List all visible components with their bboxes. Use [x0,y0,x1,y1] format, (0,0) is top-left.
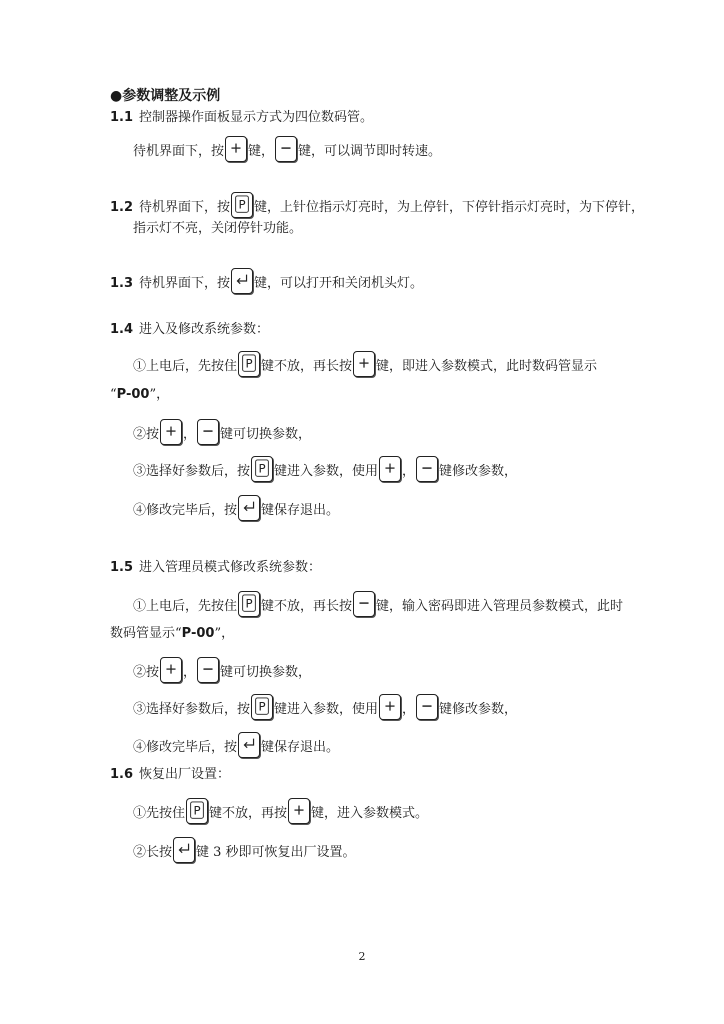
svg-text:P: P [245,356,253,371]
text: 键修改参数， [439,464,518,479]
section-1-2-line2: 指示灯不亮，关闭停针功能。 [133,221,303,236]
text: ②按 [133,665,160,680]
section-1-5-step3 [133,700,517,720]
text: ， [402,702,416,717]
svg-text:P: P [238,197,246,212]
text: ， [183,665,197,680]
enter-key-icon [238,732,260,758]
plus-key-icon [225,136,247,162]
text: 键，进入参数模式。 [311,806,429,821]
section-heading: ●参数调整及示例 [110,88,221,104]
section-number: 1.4 [110,322,134,337]
text: ①先按住 [133,806,186,821]
enter-key-icon [231,268,253,294]
plus-key-icon [160,657,182,683]
section-1-5-step4 [133,738,339,758]
section-1-2-line1 [110,198,644,218]
minus-key-icon [197,657,219,683]
text: 进入管理员模式修改系统参数： [139,560,322,575]
p-key-icon [238,351,260,377]
section-number: 1.5 [110,560,134,575]
section-number: 1.3 [110,276,134,291]
section-1-4-step1 [133,357,597,377]
plus-key-icon [288,798,310,824]
section-1-4-step2 [133,425,311,445]
text: 键可切换参数， [220,665,312,680]
text: 键， [248,144,275,159]
text: ④修改完毕后，按 [133,503,238,518]
display-code: P-00 [116,387,150,402]
text: 恢复出厂设置： [139,767,231,782]
text: ③选择好参数后，按 [133,464,251,479]
text: ①上电后，先按住 [133,599,238,614]
text: 键不放，再长按 [261,599,353,614]
minus-key-icon [353,591,375,617]
text: 键不放，再按 [209,806,288,821]
text: 键修改参数， [439,702,518,717]
section-1-5-title [110,558,321,578]
text: 键 3 秒即可恢复出厂设置。 [196,845,356,860]
p-key-icon [231,192,253,218]
p-key-icon [251,456,273,482]
section-1-4-code [110,385,169,405]
text: 键进入参数，使用 [274,702,379,717]
section-1-4-step4 [133,501,339,521]
text: “ [110,387,117,402]
minus-key-icon [275,136,297,162]
section-1-6-title [110,765,230,785]
display-code: P-00 [181,626,215,641]
minus-key-icon [197,419,219,445]
section-1-1-line2 [133,142,441,162]
text: ①上电后，先按住 [133,359,238,374]
section-number: 1.1 [110,110,134,125]
section-1-4-step3 [133,462,517,482]
section-1-1-line1 [110,108,373,128]
text: 键保存退出。 [261,740,340,755]
text: 键保存退出。 [261,503,340,518]
section-1-4-title [110,320,269,340]
text: 待机界面下，按 [133,144,225,159]
svg-text:P: P [245,596,253,611]
text: 键，可以调节即时转速。 [298,144,442,159]
text: 进入及修改系统参数： [139,322,270,337]
minus-key-icon [416,694,438,720]
section-1-6-step2 [133,843,356,863]
text: 数码管显示“ [110,626,182,641]
enter-key-icon [173,837,195,863]
text: 键不放，再长按 [261,359,353,374]
text: ”， [214,626,235,641]
section-number: 1.2 [110,200,134,215]
p-key-icon [186,798,208,824]
text: ， [183,427,197,442]
text: ②按 [133,427,160,442]
text: ， [402,464,416,479]
text: ②长按 [133,845,173,860]
text: 控制器操作面板显示方式为四位数码管。 [139,110,374,125]
enter-key-icon [238,495,260,521]
plus-key-icon [353,351,375,377]
svg-text:P: P [193,803,201,818]
section-1-6-step1 [133,804,428,824]
text: ③选择好参数后，按 [133,702,251,717]
text: 待机界面下，按 [139,200,231,215]
svg-text:P: P [258,461,266,476]
text: 键，可以打开和关闭机头灯。 [254,276,424,291]
section-1-5-code [110,624,234,644]
text: ④修改完毕后，按 [133,740,238,755]
svg-text:P: P [258,699,266,714]
section-1-3-line1 [110,274,423,294]
minus-key-icon [416,456,438,482]
plus-key-icon [160,419,182,445]
p-key-icon [251,694,273,720]
text: ”， [149,387,170,402]
text: 键，上针位指示灯亮时，为上停针，下停针指示灯亮时，为下停针， [254,200,645,215]
text: 待机界面下，按 [139,276,231,291]
plus-key-icon [379,694,401,720]
section-number: 1.6 [110,767,134,782]
p-key-icon [238,591,260,617]
page-number: 2 [358,950,366,963]
text: 键，输入密码即进入管理员参数模式，此时 [376,599,624,614]
section-1-5-step1 [133,597,623,617]
text: 键进入参数，使用 [274,464,379,479]
text: 键可切换参数， [220,427,312,442]
text: 键，即进入参数模式，此时数码管显示 [376,359,598,374]
section-1-5-step2 [133,663,311,683]
plus-key-icon [379,456,401,482]
